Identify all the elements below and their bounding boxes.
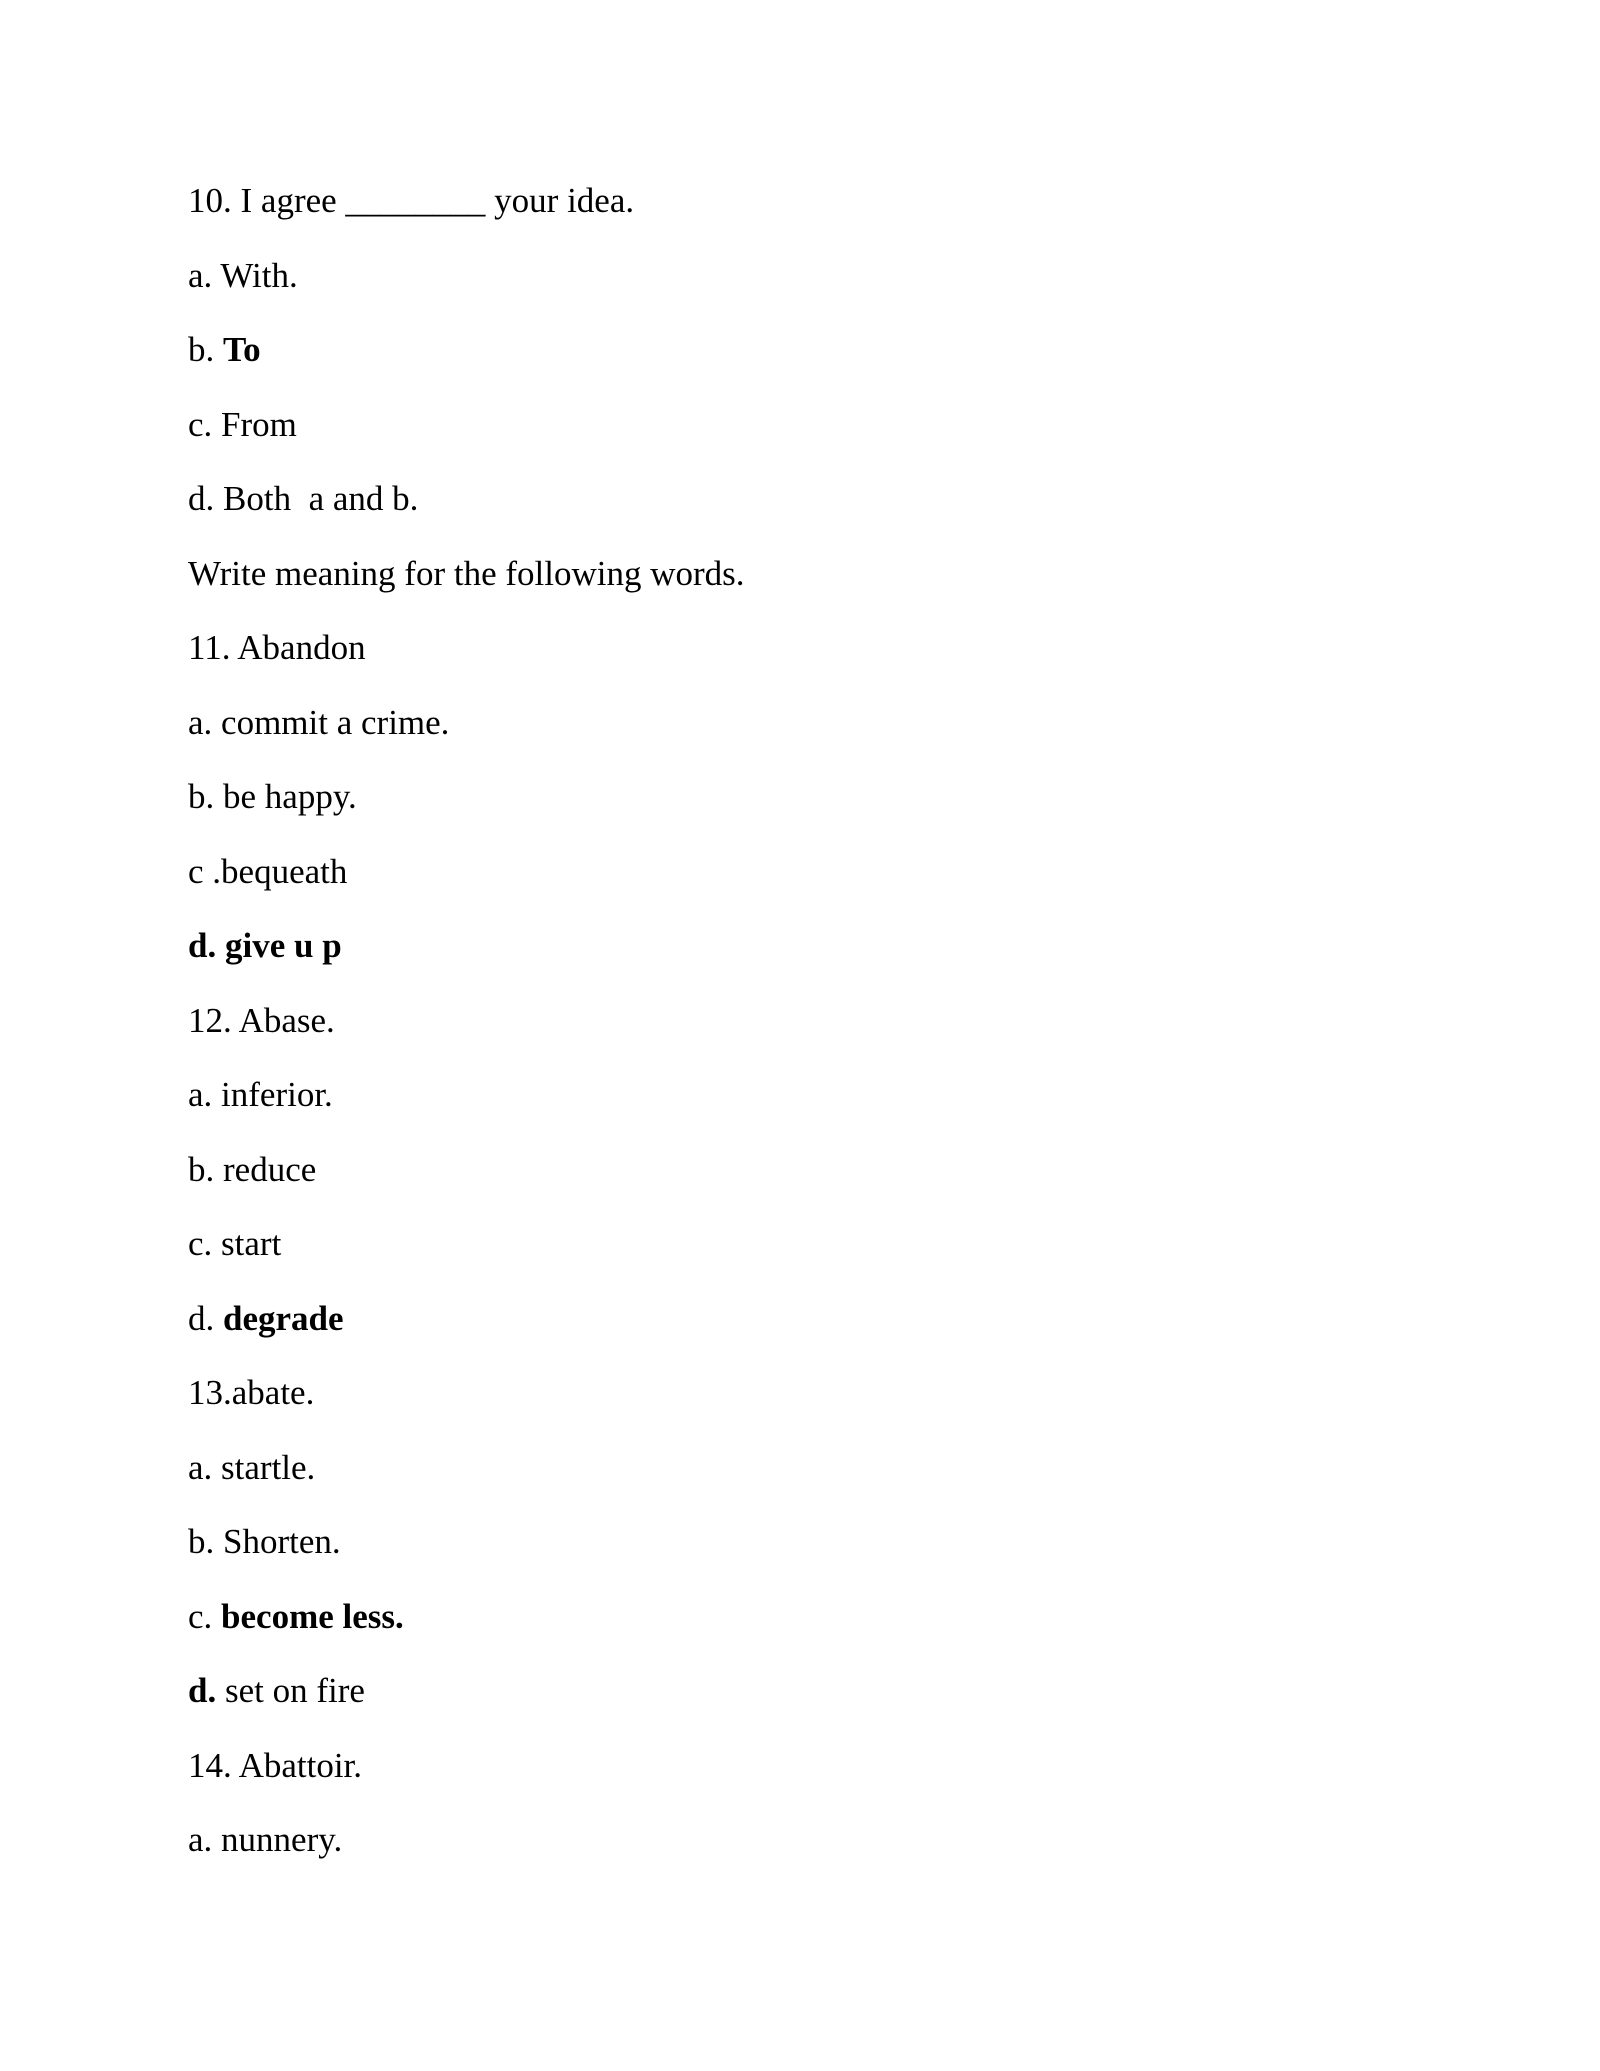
option-12b: [188, 1149, 1438, 1191]
line-text: 14. Abattoir.: [188, 1745, 363, 1785]
bold-answer: degrade: [223, 1298, 344, 1338]
option-11a: [188, 702, 1438, 744]
bold-answer: To: [223, 330, 261, 369]
section-instruction: [188, 553, 1438, 595]
line-text: Write meaning for the following words.: [188, 553, 745, 593]
option-10a: [188, 255, 1438, 297]
line-text: set on fire: [216, 1671, 365, 1710]
option-13d: [188, 1670, 1438, 1712]
option-10d: [188, 478, 1438, 520]
bold-answer: become less.: [221, 1596, 404, 1636]
line-text: a. With.: [188, 255, 298, 295]
line-text: c .bequeath: [188, 851, 348, 891]
question-10: [188, 180, 1438, 222]
line-text: c. From: [188, 404, 297, 444]
option-10b: [188, 329, 1438, 371]
option-13a: [188, 1447, 1438, 1489]
question-13: [188, 1372, 1438, 1414]
quiz-content: [188, 180, 1438, 1894]
option-13b: [188, 1521, 1438, 1563]
option-12d: [188, 1298, 1438, 1340]
option-11c: [188, 851, 1438, 893]
option-12c: [188, 1223, 1438, 1265]
line-text: a. nunnery.: [188, 1820, 343, 1859]
line-text: b.: [188, 330, 223, 369]
option-13c: [188, 1596, 1438, 1638]
bold-answer: d.: [188, 1671, 217, 1710]
line-text: c. start: [188, 1224, 282, 1263]
question-14: [188, 1745, 1438, 1787]
line-text: d. Both a and b.: [188, 479, 419, 518]
line-text: b. reduce: [188, 1149, 317, 1189]
option-14a: [188, 1819, 1438, 1861]
option-11d: [188, 925, 1438, 967]
option-11b: [188, 776, 1438, 818]
line-text: c.: [188, 1596, 222, 1636]
question-12: [188, 1000, 1438, 1042]
line-text: b. Shorten.: [188, 1522, 341, 1561]
line-text: 12. Abase.: [188, 1000, 335, 1040]
bold-answer: d. give u p: [188, 926, 342, 965]
line-text: d.: [188, 1298, 223, 1338]
option-10c: [188, 404, 1438, 446]
line-text: a. commit a crime.: [188, 702, 450, 742]
question-11: [188, 627, 1438, 669]
line-text: b. be happy.: [188, 777, 357, 816]
line-text: 10. I agree ________ your idea.: [188, 181, 635, 220]
line-text: a. startle.: [188, 1447, 316, 1487]
line-text: 13.abate.: [188, 1373, 315, 1412]
line-text: 11. Abandon: [188, 628, 366, 667]
option-12a: [188, 1074, 1438, 1116]
line-text: a. inferior.: [188, 1075, 333, 1114]
